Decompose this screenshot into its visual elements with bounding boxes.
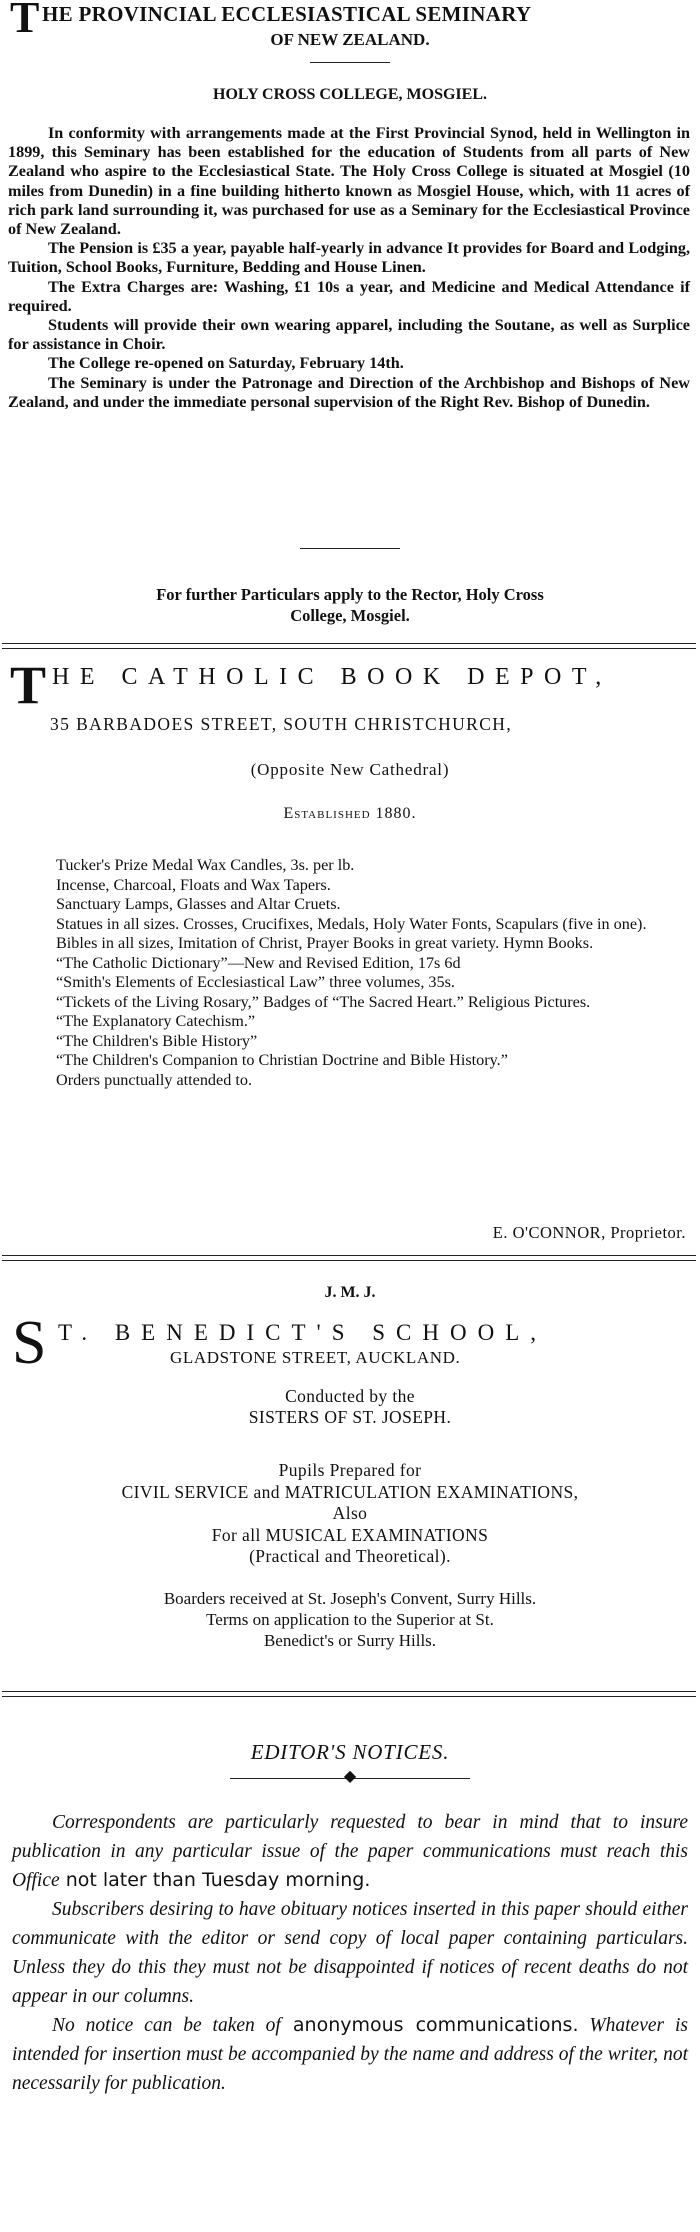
depot-proprietor: E. O'CONNOR, Proprietor. bbox=[492, 1223, 686, 1242]
depot-item: “The Children's Bible History” bbox=[56, 1031, 258, 1050]
seminary-dropcap: T bbox=[10, 0, 40, 42]
seminary-footer bbox=[0, 584, 700, 626]
seminary-paragraph: The Pension is £35 a year, payable half-yearly in advance It provides for Board and Lodging, Tuition, School Books, Furniture, Bedding and House Linen. bbox=[8, 239, 690, 277]
depot-item: Bibles in all sizes, Imitation of Christ, Prayer Books in great variety. Hymn Books. bbox=[56, 934, 594, 952]
depot-item: “The Catholic Dictionary”—New and Revised Edition, 17s 6d bbox=[56, 953, 461, 972]
benedict-line: Conducted by the bbox=[285, 1386, 415, 1406]
benedict-line: For all MUSICAL EXAMINATIONS bbox=[211, 1524, 489, 1545]
depot-item: “The Explanatory Catechism.” bbox=[56, 1012, 256, 1030]
college-name: HOLY CROSS COLLEGE, MOSGIEL. bbox=[213, 86, 487, 103]
benedict-line: (Practical and Theoretical). bbox=[249, 1546, 451, 1566]
diamond-ornament: ◆ bbox=[343, 1768, 357, 1785]
seminary-paragraph: In conformity with arrangements made at the First Provincial Synod, held in Wellington in 1899, this Seminary has been established for the education of Students from all parts of New Zealand who aspire to the Ecclesiastical State. The Holy Cross College is situated at Mosgiel (10 miles from Dunedin) in a fine building hitherto known as Mosgiel House, which, with 11 acres of rich park land surrounding it, was purchased for use as a Seminary for the Ecclesiastical Province of New Zealand. bbox=[8, 124, 690, 239]
seminary-paragraph: The Seminary is under the Patronage and Direction of the Archbishop and Bishops of New Zealand, and under the immediate personal supervision of the Right Rev. Bishop of Dunedin. bbox=[8, 373, 690, 411]
editor-paragraph: Subscribers desiring to have obituary notices inserted in this paper should either communicate with the editor or send copy of local paper containing particulars. Unless they do this they must not be disappointed if notices of recent deaths do not appear in our columns. bbox=[12, 1899, 688, 2007]
depot-item: Tucker's Prize Medal Wax Candles, 3s. per lb. bbox=[56, 856, 355, 874]
benedict-conducted bbox=[0, 1386, 700, 1428]
divider bbox=[310, 62, 390, 63]
depot-item: Incense, Charcoal, Floats and Wax Tapers. bbox=[56, 875, 331, 894]
depot-title: HE CATHOLIC BOOK DEPOT, bbox=[52, 664, 612, 690]
benedict-line: Terms on application to the Superior at St. bbox=[206, 1610, 494, 1629]
seminary-body bbox=[8, 124, 690, 412]
divider bbox=[300, 548, 400, 549]
seminary-footer-line: For further Particulars apply to the Rector, Holy Cross bbox=[156, 585, 544, 604]
benedict-boarders bbox=[0, 1588, 700, 1651]
seminary-title: HE PROVINCIAL ECCLESIASTICAL SEMINARY bbox=[42, 2, 532, 26]
depot-item: Statues in all sizes. Crosses, Crucifixes, Medals, Holy Water Fonts, Scapulars (five in one). bbox=[56, 914, 647, 933]
editor-paragraph: Correspondents are particularly requested to bear in mind that to insure publication in any particular issue of the paper communications must reach this Office not later than Tuesday morning. bbox=[12, 1812, 688, 1891]
benedict-line: Benedict's or Surry Hills. bbox=[263, 1631, 437, 1650]
benedict-line: Pupils Prepared for bbox=[278, 1460, 422, 1480]
section-separator bbox=[2, 1691, 696, 1697]
benedict-line: Boarders received at St. Joseph's Convent, Surry Hills. bbox=[163, 1589, 537, 1608]
editor-heading: EDITOR'S NOTICES. bbox=[250, 1740, 450, 1764]
depot-items bbox=[14, 856, 690, 1090]
seminary-subtitle: OF NEW ZEALAND. bbox=[270, 30, 430, 49]
depot-item: “Smith's Elements of Ecclesiastical Law” three volumes, 35s. bbox=[56, 973, 455, 991]
depot-item: “The Children's Companion to Christian Doctrine and Bible History.” bbox=[56, 1051, 508, 1069]
seminary-paragraph: Students will provide their own wearing apparel, including the Soutane, as well as Surplice for assistance in Choir. bbox=[8, 316, 690, 354]
depot-established: Established 1880. bbox=[283, 805, 417, 822]
section-separator bbox=[2, 643, 696, 649]
section-separator bbox=[2, 1255, 696, 1261]
seminary-paragraph: The Extra Charges are: Washing, £1 10s a year, and Medicine and Medical Attendance if required. bbox=[8, 277, 690, 315]
depot-item: “Tickets of the Living Rosary,” Badges of “The Sacred Heart.” Religious Pictures. bbox=[56, 992, 591, 1011]
benedict-exams bbox=[0, 1460, 700, 1568]
depot-dropcap: T bbox=[10, 655, 47, 715]
editor-paragraph: No notice can be taken of anonymous communications. Whatever is intended for insertion must be accompanied by the name and address of the writer, not necessarily for publication. bbox=[12, 2014, 689, 2094]
benedict-line: SISTERS OF ST. JOSEPH. bbox=[248, 1407, 452, 1427]
depot-item: Sanctuary Lamps, Glasses and Altar Cruets. bbox=[56, 895, 341, 913]
editor-body bbox=[12, 1808, 688, 2098]
benedict-line: Also bbox=[332, 1503, 368, 1523]
depot-opposite: (Opposite New Cathedral) bbox=[250, 760, 450, 779]
benedict-dropcap: S bbox=[12, 1309, 47, 1377]
jmj-heading: J. M. J. bbox=[324, 1284, 376, 1301]
benedict-line: CIVIL SERVICE and MATRICULATION EXAMINATIONS, bbox=[121, 1481, 579, 1502]
seminary-paragraph: The College re-opened on Saturday, February 14th. bbox=[48, 354, 404, 373]
benedict-title: T. BENEDICT'S SCHOOL, bbox=[58, 1320, 547, 1345]
depot-item: Orders punctually attended to. bbox=[56, 1070, 252, 1089]
depot-address: 35 BARBADOES STREET, SOUTH CHRISTCHURCH, bbox=[50, 714, 513, 734]
benedict-street: GLADSTONE STREET, AUCKLAND. bbox=[170, 1348, 461, 1367]
seminary-footer-line: College, Mosgiel. bbox=[290, 606, 410, 625]
